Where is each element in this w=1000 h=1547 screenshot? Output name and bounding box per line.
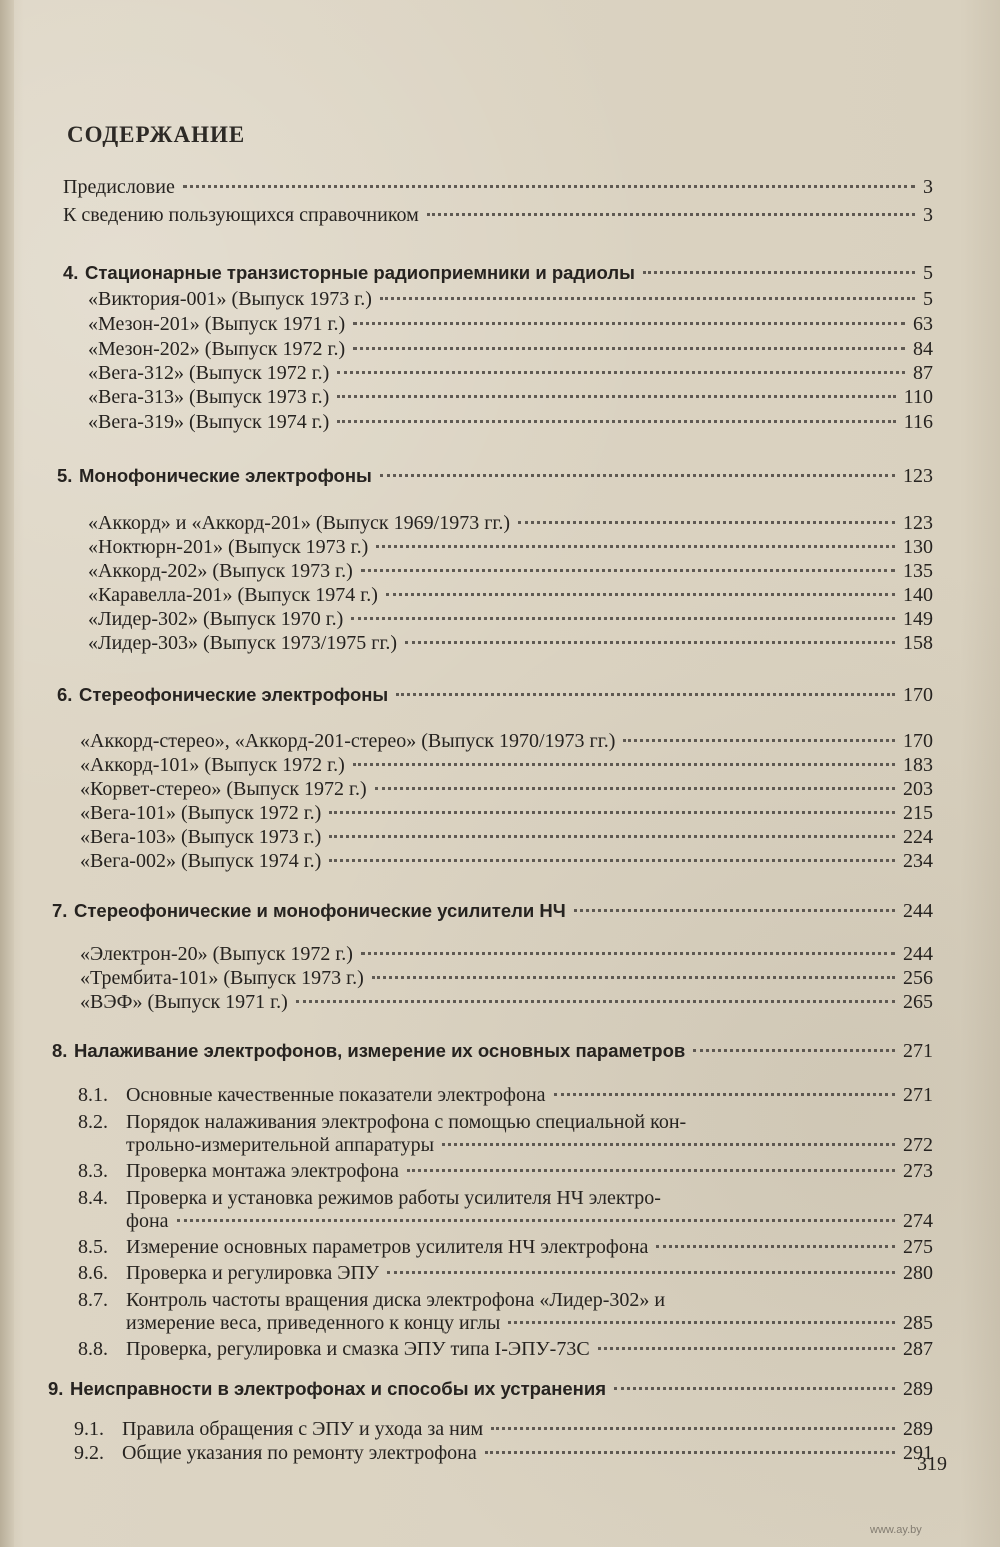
toc-page-number: 271 bbox=[903, 1084, 933, 1106]
toc-entry-label-continued: трольно-измерительной аппаратуры bbox=[126, 1134, 435, 1156]
dot-leader bbox=[372, 976, 895, 979]
toc-page-number: 234 bbox=[903, 850, 933, 872]
toc-entry-label: «Вега-313» (Выпуск 1973 г.) bbox=[88, 386, 330, 408]
dot-leader bbox=[329, 859, 895, 862]
toc-entry bbox=[80, 730, 933, 756]
toc-page-number: 170 bbox=[903, 730, 933, 752]
dot-leader bbox=[554, 1093, 895, 1096]
dot-leader bbox=[508, 1321, 895, 1324]
dot-leader bbox=[361, 952, 895, 955]
section-title: Монофонические электрофоны bbox=[79, 465, 372, 486]
subsection-number: 9.2. bbox=[74, 1442, 104, 1464]
toc-page-number: 158 bbox=[903, 632, 933, 654]
dot-leader bbox=[353, 322, 905, 325]
dot-leader bbox=[491, 1427, 895, 1430]
toc-entry bbox=[80, 850, 933, 876]
toc-page-number: 116 bbox=[903, 411, 933, 433]
toc-section-7 bbox=[52, 900, 933, 926]
dot-leader bbox=[380, 474, 895, 477]
toc-page-number: 224 bbox=[903, 826, 933, 848]
dot-leader bbox=[427, 213, 915, 216]
toc-entry-label: «Каравелла-201» (Выпуск 1974 г.) bbox=[88, 584, 378, 606]
dot-leader bbox=[329, 811, 895, 814]
toc-entry bbox=[78, 1262, 933, 1288]
toc-section-8 bbox=[52, 1040, 933, 1066]
section-number: 4. bbox=[63, 262, 79, 283]
subsection-number: 8.3. bbox=[78, 1160, 108, 1182]
toc-page-number: 287 bbox=[903, 1338, 933, 1360]
toc-entry-label: «ВЭФ» (Выпуск 1971 г.) bbox=[80, 991, 288, 1013]
toc-entry-label: Порядок налаживания электрофона с помощью специальной кон- bbox=[126, 1111, 687, 1133]
toc-entry-label: «Аккорд-стерео», «Аккорд-201-стерео» (Выпуск 1970/1973 гг.) bbox=[80, 730, 616, 752]
toc-entry bbox=[88, 560, 933, 586]
toc-entry-label: Проверка и установка режимов работы усилителя НЧ электро- bbox=[126, 1187, 661, 1209]
toc-page-number: 273 bbox=[903, 1160, 933, 1182]
toc-entry bbox=[80, 967, 933, 993]
dot-leader bbox=[396, 693, 895, 696]
section-page-number: 271 bbox=[903, 1040, 933, 1062]
toc-page-number: 265 bbox=[903, 991, 933, 1013]
toc-entry-label: «Мезон-202» (Выпуск 1972 г.) bbox=[88, 338, 346, 360]
subsection-number: 8.5. bbox=[78, 1236, 108, 1258]
toc-entry bbox=[80, 778, 933, 804]
section-title: Стереофонические электрофоны bbox=[79, 684, 389, 705]
toc-entry bbox=[88, 584, 933, 610]
toc-page-number: 272 bbox=[903, 1134, 933, 1156]
toc-entry-label: Измерение основных параметров усилителя НЧ электрофона bbox=[126, 1236, 649, 1258]
section-page-number: 289 bbox=[903, 1378, 933, 1400]
section-title: Налаживание электрофонов, измерение их основных параметров bbox=[74, 1040, 686, 1061]
section-page-number: 170 bbox=[903, 684, 933, 706]
toc-entry-label: «Электрон-20» (Выпуск 1972 г.) bbox=[80, 943, 353, 965]
dot-leader bbox=[643, 271, 915, 274]
section-number: 6. bbox=[57, 684, 73, 705]
toc-page-number: 183 bbox=[903, 754, 933, 776]
toc-entry-label: Основные качественные показатели электрофона bbox=[126, 1084, 546, 1106]
dot-leader bbox=[353, 763, 895, 766]
toc-entry-continuation bbox=[126, 1210, 933, 1236]
toc-page-number: 280 bbox=[903, 1262, 933, 1284]
toc-entry bbox=[88, 632, 933, 658]
toc-entry-wrapped bbox=[78, 1186, 933, 1210]
toc-entry-wrapped bbox=[78, 1288, 933, 1312]
toc-entry bbox=[80, 826, 933, 852]
toc-section-9 bbox=[48, 1378, 933, 1404]
toc-entry-label-continued: измерение веса, приведенного к концу иглы bbox=[126, 1312, 501, 1334]
toc-page-number: 203 bbox=[903, 778, 933, 800]
toc-entry-label: «Аккорд-101» (Выпуск 1972 г.) bbox=[80, 754, 345, 776]
toc-page-number: 87 bbox=[913, 362, 933, 384]
dot-leader bbox=[574, 909, 895, 912]
toc-entry-label: Общие указания по ремонту электрофона bbox=[122, 1442, 477, 1464]
page-title: СОДЕРЖАНИЕ bbox=[67, 122, 246, 147]
dot-leader bbox=[380, 297, 915, 300]
toc-page-number: 289 bbox=[903, 1418, 933, 1440]
section-page-number: 123 bbox=[903, 465, 933, 487]
section-title: Стационарные транзисторные радиоприемники и радиолы bbox=[85, 262, 635, 283]
dot-leader bbox=[337, 371, 905, 374]
toc-page-number: 130 bbox=[903, 536, 933, 558]
toc-entry-label: Проверка, регулировка и смазка ЭПУ типа I-ЭПУ-73С bbox=[126, 1338, 590, 1360]
toc-entry-label: Проверка и регулировка ЭПУ bbox=[126, 1262, 380, 1284]
dot-leader bbox=[351, 617, 895, 620]
section-number: 9. bbox=[48, 1378, 64, 1399]
toc-entry bbox=[88, 362, 933, 388]
toc-row-reader-note bbox=[63, 204, 933, 230]
page-number: 319 bbox=[917, 1453, 947, 1475]
section-page-number: 244 bbox=[903, 900, 933, 922]
section-title: Неисправности в электрофонах и способы их устранения bbox=[70, 1378, 607, 1399]
dot-leader bbox=[296, 1000, 895, 1003]
dot-leader bbox=[337, 420, 895, 423]
toc-entry-label: «Вега-002» (Выпуск 1974 г.) bbox=[80, 850, 322, 872]
subsection-number: 8.8. bbox=[78, 1338, 108, 1360]
toc-entry-label: «Лидер-303» (Выпуск 1973/1975 гг.) bbox=[88, 632, 398, 654]
toc-entry-label: Предисловие bbox=[63, 176, 175, 198]
dot-leader bbox=[598, 1347, 895, 1350]
dot-leader bbox=[353, 347, 905, 350]
toc-page-number: 84 bbox=[913, 338, 933, 360]
subsection-number: 8.2. bbox=[78, 1111, 108, 1133]
section-number: 5. bbox=[57, 465, 73, 486]
section-page-number: 5 bbox=[923, 262, 933, 284]
toc-entry bbox=[80, 991, 933, 1017]
toc-entry bbox=[88, 288, 933, 314]
toc-page-number: 3 bbox=[923, 204, 933, 226]
section-title: Стереофонические и монофонические усилители НЧ bbox=[74, 900, 566, 921]
dot-leader bbox=[442, 1143, 895, 1146]
toc-page-number: 149 bbox=[903, 608, 933, 630]
dot-leader bbox=[518, 521, 895, 524]
toc-entry-label: «Мезон-201» (Выпуск 1971 г.) bbox=[88, 313, 346, 335]
toc-entry-label: «Вега-103» (Выпуск 1973 г.) bbox=[80, 826, 322, 848]
dot-leader bbox=[407, 1169, 895, 1172]
toc-page-number: 274 bbox=[903, 1210, 933, 1232]
subsection-number: 9.1. bbox=[74, 1418, 104, 1440]
dot-leader bbox=[405, 641, 895, 644]
toc-page-number: 256 bbox=[903, 967, 933, 989]
watermark: www.ay.by bbox=[870, 1524, 922, 1536]
toc-page-number: 244 bbox=[903, 943, 933, 965]
toc-entry-label: Контроль частоты вращения диска электрофона «Лидер-302» и bbox=[126, 1289, 666, 1311]
dot-leader bbox=[693, 1049, 895, 1052]
toc-entry bbox=[88, 313, 933, 339]
toc-entry-label: «Вега-312» (Выпуск 1972 г.) bbox=[88, 362, 330, 384]
toc-entry-label: «Аккорд» и «Аккорд-201» (Выпуск 1969/1973 гг.) bbox=[88, 512, 511, 534]
toc-row-preface bbox=[63, 176, 933, 202]
toc-entry-label: К сведению пользующихся справочником bbox=[63, 204, 419, 226]
dot-leader bbox=[656, 1245, 895, 1248]
dot-leader bbox=[329, 835, 895, 838]
toc-entry-label: «Лидер-302» (Выпуск 1970 г.) bbox=[88, 608, 344, 630]
section-number: 7. bbox=[52, 900, 68, 921]
dot-leader bbox=[387, 1271, 895, 1274]
subsection-number: 8.7. bbox=[78, 1289, 108, 1311]
toc-page-number: 110 bbox=[903, 386, 933, 408]
dot-leader bbox=[376, 545, 895, 548]
toc-entry-continuation bbox=[126, 1312, 933, 1338]
toc-section-5 bbox=[57, 465, 933, 491]
subsection-number: 8.6. bbox=[78, 1262, 108, 1284]
toc-entry bbox=[80, 943, 933, 969]
toc-page-number: 63 bbox=[913, 313, 933, 335]
toc-page-number: 291 bbox=[903, 1442, 933, 1464]
toc-section-4 bbox=[63, 262, 933, 288]
toc-entry bbox=[88, 512, 933, 538]
toc-page-number: 135 bbox=[903, 560, 933, 582]
toc-entry-label: «Корвет-стерео» (Выпуск 1972 г.) bbox=[80, 778, 367, 800]
toc-entry bbox=[80, 802, 933, 828]
toc-entry bbox=[80, 754, 933, 780]
toc-entry bbox=[78, 1338, 933, 1364]
subsection-number: 8.4. bbox=[78, 1187, 108, 1209]
toc-entry bbox=[78, 1160, 933, 1186]
toc-section-6 bbox=[57, 684, 933, 710]
toc-page-number: 5 bbox=[923, 288, 933, 310]
toc-entry bbox=[78, 1236, 933, 1262]
subsection-number: 8.1. bbox=[78, 1084, 108, 1106]
section-number: 8. bbox=[52, 1040, 68, 1061]
toc-page-number: 140 bbox=[903, 584, 933, 606]
toc-entry bbox=[88, 386, 933, 412]
toc-entry-label: «Ноктюрн-201» (Выпуск 1973 г.) bbox=[88, 536, 369, 558]
toc-entry bbox=[74, 1442, 933, 1468]
dot-leader bbox=[177, 1219, 895, 1222]
toc-entry-label: «Вега-101» (Выпуск 1972 г.) bbox=[80, 802, 322, 824]
dot-leader bbox=[361, 569, 895, 572]
dot-leader bbox=[614, 1387, 895, 1390]
toc-entry-label: Правила обращения с ЭПУ и ухода за ним bbox=[122, 1418, 484, 1440]
dot-leader bbox=[183, 185, 915, 188]
toc-entry-label: Проверка монтажа электрофона bbox=[126, 1160, 399, 1182]
dot-leader bbox=[337, 395, 895, 398]
dot-leader bbox=[375, 787, 895, 790]
toc-entry-continuation bbox=[126, 1134, 933, 1160]
dot-leader bbox=[386, 593, 895, 596]
toc-entry bbox=[88, 338, 933, 364]
toc-entry-label: «Аккорд-202» (Выпуск 1973 г.) bbox=[88, 560, 353, 582]
toc-page-number: 275 bbox=[903, 1236, 933, 1258]
toc-page-number: 215 bbox=[903, 802, 933, 824]
dot-leader bbox=[623, 739, 895, 742]
toc-page-number: 123 bbox=[903, 512, 933, 534]
toc-entry-label: «Вега-319» (Выпуск 1974 г.) bbox=[88, 411, 330, 433]
toc-entry bbox=[74, 1418, 933, 1444]
toc-entry bbox=[88, 536, 933, 562]
toc-page-number: 3 bbox=[923, 176, 933, 198]
toc-entry bbox=[88, 608, 933, 634]
toc-entry-label-continued: фона bbox=[126, 1210, 169, 1232]
toc-page-number: 285 bbox=[903, 1312, 933, 1334]
toc-entry-wrapped bbox=[78, 1110, 933, 1134]
toc-entry bbox=[78, 1084, 933, 1110]
toc-entry-label: «Трембита-101» (Выпуск 1973 г.) bbox=[80, 967, 364, 989]
toc-entry-label: «Виктория-001» (Выпуск 1973 г.) bbox=[88, 288, 372, 310]
toc-entry bbox=[88, 411, 933, 437]
dot-leader bbox=[485, 1451, 895, 1454]
